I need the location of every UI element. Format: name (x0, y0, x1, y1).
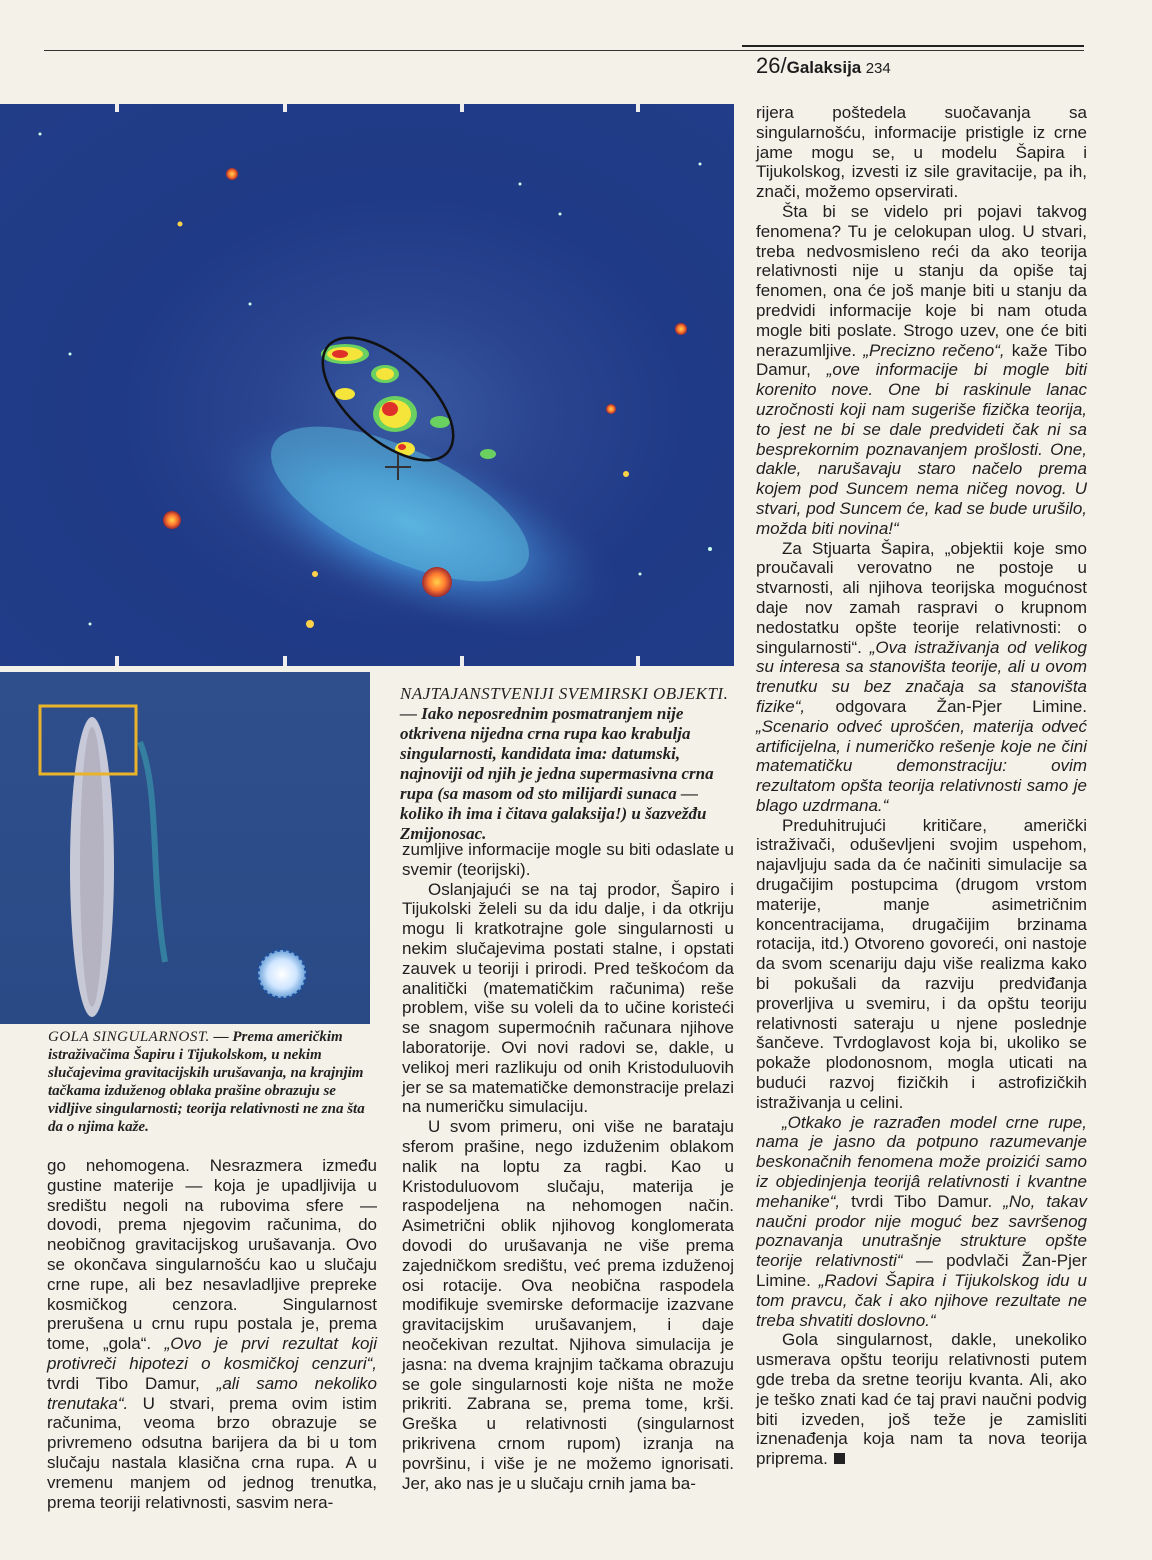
quote-run: „Ovo je prvi rezultat koji protivreči hipotezi o kosmičkoj cenzuri“, (47, 1334, 377, 1373)
quote-run: „ove informacije bi mogle biti korenito nove. One bi raskinule lanac uzročnosti koji nam sugeriše fizička teorija, to jest ne bi se dale predvideti čak ni sa besprekornim poznavanjem prošlosti. One, dakle, narušavaju staro načelo prema kojem pod Suncem nema ničeg novog. U stvari, pod Suncem će, kad se bude urušilo, možda biti novina!“ (756, 360, 1087, 538)
paragraph: rijera poštedela suočavanja sa singularnošću, informacije pristigle iz crne jame mogu se, u modelu Šapira i Tijukolskog, izvesti iz sile gravitacije, pa ih, znači, možemo opservirati. (756, 103, 1087, 202)
text-run: Šta bi se videlo pri pojavi takvog fenomena? Tu je celokupan ulog. U stvari, treba nedvosmisleno reći da ako teorija relativnosti nije u stanju da opiše taj fenomen, ona će još manje biti u stanju da predvidi informacije koje bi nam otuda mogle biti poslate. Strogo uzev, one će biti nerazumljive. (756, 201, 1087, 360)
simulation-image (0, 672, 370, 1024)
text-run: tvrdi Tibo Damur, (47, 1373, 217, 1393)
text-run: kaže Tibo Damur, (756, 340, 1087, 380)
caption-singularity-text: — Prema američkim istraživačima Šapiru i Tijukolskom, u nekim slučajevima gravitacijskih urušavanja, na krajnjim tačkama izduženog oblaka prašine obrazuju se vidljive singularnosti; teorija relativnosti ne zna šta da o njima kaže. (48, 1029, 365, 1135)
paragraph: zumljive informacije mogle su biti odaslate u svemir (teorijski). (402, 840, 734, 879)
paragraph (756, 202, 1087, 539)
magazine-name: Galaksija (786, 58, 862, 77)
galaxy-illustration (0, 104, 734, 666)
quote-run: „Precizno rečeno“, (863, 340, 1005, 360)
issue-number: 234 (865, 60, 891, 77)
paragraph: Oslanjajući se na taj prodor, Šapiro i Tijukolski želeli su da idu dalje, i da otkriju mogu li kratkotrajne gole singularnosti u nekim slučajevima postati stalne, i opstati zauvek u teoriji i prirodi. Pred teškoćom da analitički (matematičkim računima) reše problem, više su voleli da to učine koristeći se snagom supermoćnih računara njihove laboratorije. Ovi novi radovi se, dakle, u velikoj meri razlikuju od onih Kristoduluovih jer se sa matematičke demonstracije prelazi na numeričku simulaciju. (402, 879, 734, 1117)
page-number: 26/ (756, 53, 787, 78)
paragraph (47, 1156, 377, 1512)
column-middle (402, 840, 734, 1493)
paragraph (756, 1113, 1087, 1331)
quote-run: „ali samo nekoliko trenutaka“. (47, 1373, 378, 1413)
column-left (47, 1156, 377, 1512)
column-right (756, 103, 1087, 1469)
paragraph: U svom primeru, oni više ne barataju sferom prašine, nego izduženim oblakom nalik na loptu za ragbi. Kao u Kristoduluovom slučaju, materija je raspodeljena na nehomogen način. Asimetrični oblik njihovog konglomerata dovodi do urušavanja ne više prema zajedničkom središtu, već prema izduženoj osi rotacije. Ova neobična raspodela modifikuje svemirske deformacije izazvane gravitacijskim urušavanjem, i daje neočekivan rezultat. Njihova simulacija je jasna: na dvema krajnjim tačkama obrazuju se gole singularnosti koje ništa ne može prikriti. Zabrana se, prema tome, krši. Greška u relativnosti (singularnost prikrivena crnom rupom) izranja na površinu, i više je ne možemo ignorisati. Jer, ako nas je u slučaju crnih jama ba- (402, 1117, 734, 1493)
caption-galaxy-title: NAJTAJANSTVENIJI SVEMIRSKI OBJEKTI. (400, 684, 729, 703)
text-run: Za Stjuarta Šapira, „objektii koje smo proučavali verovatno ne postoje u stvarnosti, ali njihova teorijska mogućnost daje nov zamah raspravi o krupnom nedostatku opšte teorije relativnosti: o singularnosti“. (756, 538, 1087, 657)
dust-cloud-illustration (0, 672, 370, 1024)
page-header (756, 53, 891, 79)
quote-run: „Radovi Šapira i Tijukolskog idu u tom pravcu, čak i ako njihove rezultate ne treba shvatiti doslovno.“ (756, 1271, 1087, 1330)
header-rule-thick (742, 45, 1084, 47)
paragraph (756, 1330, 1087, 1469)
quote-run: „Otkako je razrađen model crne rupe, nama je jasno da potpuno razumevanje beskonačnih fenomena može proizići samo iz objedinjenja teorijâ relativnosti i kvantne mehanike“, (756, 1112, 1087, 1211)
paragraph: Preduhitrujući kritičare, američki istraživači, oduševljeni svojim uspehom, najavljuju sada da će načiniti simulacije sa drugačijim postupcima (drugom vrstom materije, manje asimetričnim koncentracijama, drugačijim brzinama rotacija, itd.) Otvoreno govoreći, oni nastoje da svom scenariju daju više realizma kako bi pokušali da razviju predviđanja proverljiva u svemiru, i da opštu teoriju relativnosti sateraju u njene poslednje šančeve. Tvrdoglavost koja bi, ukoliko se pokaže plodonosnom, mogla uticati na budući razvoj fizičkih i astrofizičkih istraživanja u celini. (756, 815, 1087, 1112)
quote-run: „Scenario odveć uprošćen, materija odveć artificijelna, i numeričko rešenje koje ne čini matematičku demonstraciju: ovim rezultatom opšta teorija relativnosti samo je blago uzdrmana.“ (756, 716, 1087, 815)
text-run: tvrdi Tibo Damur. (840, 1191, 1004, 1211)
caption-singularity-title: GOLA SINGULARNOST. (48, 1029, 210, 1045)
caption-galaxy-text: — Iako neposrednim posmatranjem nije otkrivena nijedna crna rupa kao krabulja singularnosti, kandidata ima: datumski, najnoviji od njih je jedna supermasivna crna rupa (sa masom od sto milijardi sunaca — koliko ih ima i čitava galaksija!) u šazvežđu Zmijonosac. (400, 704, 714, 843)
quote-run: „Ova istraživanja od velikog su interesa sa stanovišta teorije, ali u ovom trenutku su bez značaja sa stanovišta fizike“, (756, 637, 1087, 716)
caption-galaxy (400, 684, 740, 844)
text-run: U stvari, prema ovim istim računima, veoma brzo obrazuje se privremeno odsutna barijera da bi u tom slučaju nastala klasična crna rupa. A u vremenu manjem od jednog trenutka, prema teoriji relativnosti, sasvim nera- (47, 1393, 377, 1512)
text-run: — podvlači Žan-Pjer Limine. (756, 1251, 1087, 1291)
text-run: go nehomogena. Nesrazmera između gustine materije — koja je upadljivija u središtu negoli na rubovima sfere — dovodi, prema njegovim računima, do neobičnog gravitacijskog urušavanja. Ovo se okončava singularnošću kao u slučaju crne rupe, ali bez nesavladljive prepreke kosmičkog cenzora. Singularnost prerušena u crnu rupu postala je, prema tome, „gola“. (47, 1156, 377, 1354)
text-run: odgovara Žan-Pjer Limine. (805, 696, 1087, 716)
caption-singularity (48, 1028, 368, 1136)
text-run: Gola singularnost, dakle, unekoliko usmerava opštu teoriju relativnosti putem gde treba da sretne teoriju kvanta. Ali, ako je teško znati kad će taj pravi naučni podvig biti izveden, još teže je zamisliti iznenađenja koja nam ta nova teorija priprema. (756, 1330, 1087, 1469)
end-of-article-mark (834, 1453, 845, 1464)
header-rule (44, 50, 1084, 51)
paragraph (756, 539, 1087, 816)
quote-run: „No, takav naučni prodor nije moguć bez savršenog poznavanja unutrašnje strukture opšte teorije relativnosti“ (756, 1191, 1087, 1271)
galaxy-image (0, 104, 734, 666)
